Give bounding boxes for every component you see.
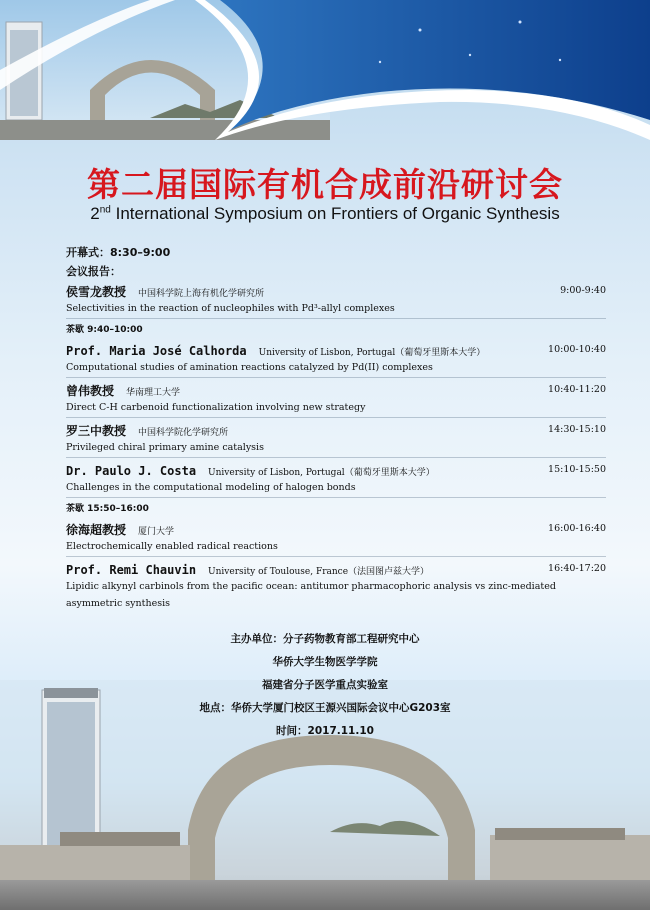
talk-time: 16:00-16:40 [548,523,606,534]
divider [66,497,606,498]
divider [66,377,606,378]
speaker-affiliation: 厦门大学 [138,527,175,537]
talk-header [66,559,606,578]
divider [66,318,606,319]
talk-time: 14:30-15:10 [548,424,606,435]
divider [66,556,606,557]
talk-time: 10:40-11:20 [548,384,606,395]
organizer: 主办单位：分子药物教育部工程研究中心 [230,633,420,645]
speaker-name: 徐海超教授 [66,523,127,537]
title-chinese: 第二届国际有机合成前沿研讨会 [87,165,563,204]
talk-title: Direct C-H carbenoid functionalization involving new strategy [66,402,366,413]
talk-title: Computational studies of amination reactions catalyzed by Pd(II) complexes [66,362,433,373]
speaker-affiliation: University of Lisbon, Portugal（葡萄牙里斯本大学） [208,468,435,478]
talk-header [66,281,606,300]
tea-break: 茶歇 9:40–10:00 [66,325,143,335]
speaker-name: 罗三中教授 [66,424,127,438]
co-organizer: 福建省分子医学重点实验室 [262,679,388,691]
reports-label: 会议报告： [66,265,121,278]
divider [66,457,606,458]
talk-header [66,460,606,479]
talk-time: 10:00-10:40 [548,344,606,355]
date: 时间：2017.11.10 [276,725,374,737]
talk-time: 9:00-9:40 [560,285,606,296]
speaker-affiliation: University of Toulouse, France（法国图卢兹大学） [208,567,430,577]
speaker-name: 侯雪龙教授 [66,285,127,299]
talk-header [66,519,606,538]
talk-time: 15:10-15:50 [548,464,606,475]
speaker-affiliation: University of Lisbon, Portugal（葡萄牙里斯本大学） [258,348,486,358]
speaker-name: Prof. Remi Chauvin [66,563,197,577]
speaker-name: Prof. Maria José Calhorda [66,344,247,358]
talk-title: Lipidic alkynyl carbinols from the pacific ocean: antitumor pharmacophoric analysis vs zinc-mediated asymmetric synthesis [66,581,556,609]
speaker-affiliation: 华南理工大学 [126,388,181,398]
talk-title: Selectivities in the reaction of nucleophiles with Pd³-allyl complexes [66,303,395,314]
tea-break: 茶歇 15:50–16:00 [66,504,149,514]
talk-header [66,340,606,359]
divider [66,417,606,418]
speaker-affiliation: 中国科学院化学研究所 [138,428,229,438]
talk-title: Challenges in the computational modeling of halogen bonds [66,482,356,493]
opening-ceremony: 开幕式：8:30–9:00 [66,246,171,259]
talk-header [66,380,606,399]
footer-info [0,628,650,743]
venue: 地点：华侨大学厦门校区王源兴国际会议中心G203室 [199,702,451,714]
speaker-name: Dr. Paulo J. Costa [66,464,197,478]
speaker-name: 曾伟教授 [66,384,115,398]
talk-header [66,420,606,439]
talk-title: Electrochemically enabled radical reactions [66,541,278,552]
co-organizer: 华侨大学生物医学学院 [272,656,378,668]
title-english: 2nd International Symposium on Frontiers of Organic Synthesis [90,204,560,223]
program [66,243,606,612]
talk-title: Privileged chiral primary amine catalysis [66,442,264,453]
speaker-affiliation: 中国科学院上海有机化学研究所 [138,289,265,299]
talk-time: 16:40-17:20 [548,563,606,574]
